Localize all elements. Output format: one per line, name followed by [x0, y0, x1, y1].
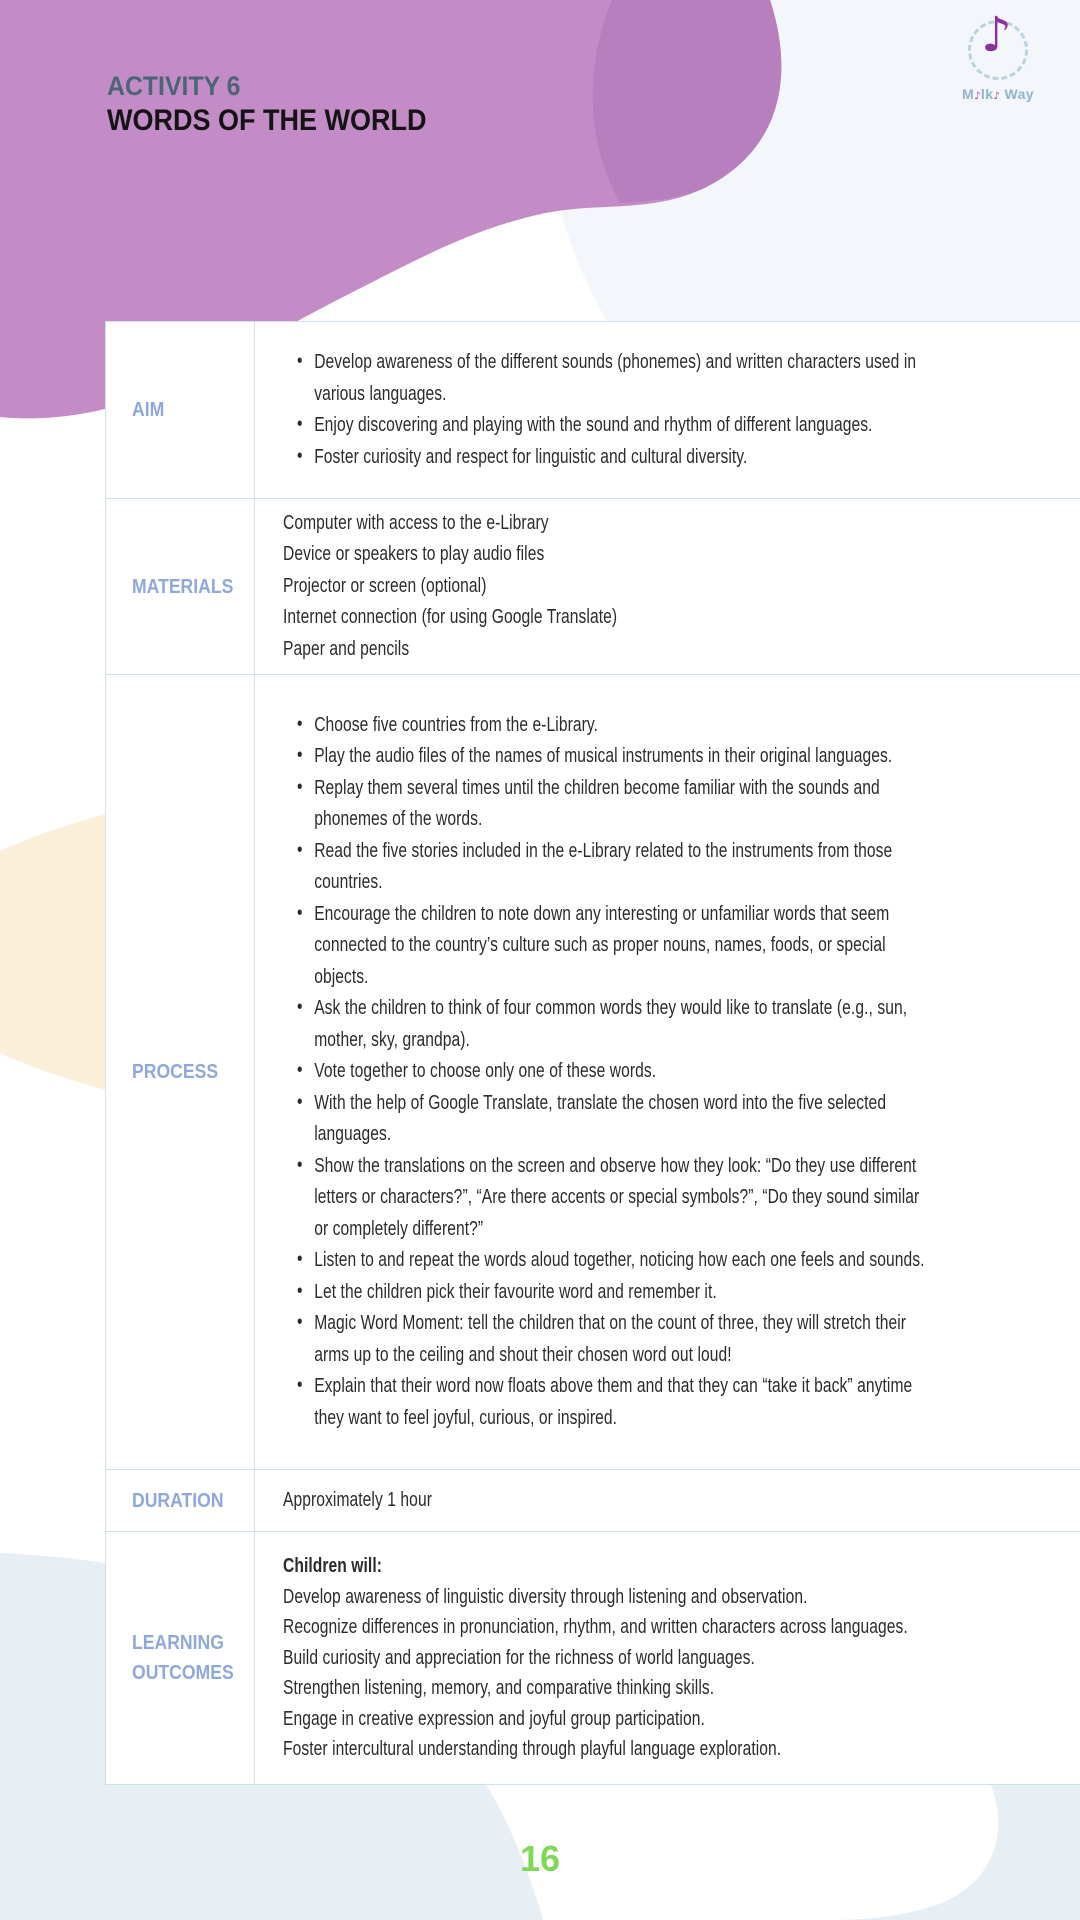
materials-line: Internet connection (for using Google Translate) [282, 606, 617, 629]
process-bullet: • Listen to and repeat the words aloud together, noticing how each one feels and sounds. [314, 1245, 926, 1277]
learning-outcome-line: Develop awareness of linguistic diversity through listening and observation. [282, 1585, 808, 1608]
table-row-materials [106, 499, 1080, 675]
process-bullet: • Ask the children to think of four common words they would like to translate (e.g., sun, mother, sky, grandpa). [314, 993, 926, 1056]
duration-value: Approximately 1 hour [282, 1488, 432, 1511]
learning-outcomes-heading: Children will: [282, 1555, 382, 1578]
logo-letter: M [962, 86, 975, 102]
process-bullet: • Encourage the children to note down any interesting or unfamiliar words that seem connected to the country’s culture such as proper nouns, names, foods, or special objects. [314, 899, 926, 994]
header [107, 70, 462, 139]
process-bullet: • Read the five stories included in the e-Library related to the instruments from those countries. [314, 836, 926, 899]
aim-bullet-list [283, 347, 927, 473]
page-number: 16 [519, 1838, 561, 1879]
process-bullet: • Show the translations on the screen and observe how they look: “Do they use different letters or characters?”, “Are there accents or special symbols?”, “Do they sound similar or completely different?” [314, 1151, 926, 1246]
aim-bullet: • Enjoy discovering and playing with the sound and rhythm of different languages. [314, 410, 926, 442]
page-title: WORDS OF THE WORLD [107, 104, 427, 137]
learning-outcome-line: Engage in creative expression and joyful group participation. [282, 1707, 705, 1730]
materials-line: Device or speakers to play audio files [282, 543, 544, 566]
process-bullet: • Magic Word Moment: tell the children that on the count of three, they will stretch their arms up to the ceiling and shout their chosen word out loud! [314, 1308, 926, 1371]
aim-content [254, 322, 1080, 499]
materials-line-list [283, 508, 927, 666]
process-bullet-list [283, 710, 927, 1435]
logo-letter: Way [1000, 86, 1034, 102]
activity-table [105, 321, 1080, 1785]
table-row-aim [106, 322, 1080, 499]
learning-outcomes-line-list [283, 1582, 927, 1765]
table-row-process [106, 675, 1080, 1470]
learning-outcome-line: Foster intercultural understanding through playful language exploration. [282, 1738, 781, 1761]
learning-outcome-line: Recognize differences in pronunciation, rhythm, and written characters across languages. [282, 1616, 908, 1639]
process-bullet: • With the help of Google Translate, translate the chosen word into the five selected languages. [314, 1088, 926, 1151]
row-label-aim: AIM [106, 322, 255, 499]
music-note-icon: ♪ [981, 7, 1012, 63]
learning-outcomes-content [254, 1532, 1080, 1785]
process-bullet: • Vote together to choose only one of these words. [314, 1056, 926, 1088]
process-bullet: • Choose five countries from the e-Library. [314, 710, 926, 742]
learning-outcome-line: Strengthen listening, memory, and comparative thinking skills. [282, 1677, 714, 1700]
aim-bullet: • Develop awareness of the different sounds (phonemes) and written characters used in various languages. [314, 347, 926, 410]
table-row-duration [106, 1470, 1080, 1532]
logo-wordmark [948, 86, 1048, 102]
materials-line: Projector or screen (optional) [282, 574, 487, 597]
materials-line: Computer with access to the e-Library [282, 511, 549, 534]
logo-letter: lk [980, 86, 994, 102]
aim-bullet: • Foster curiosity and respect for linguistic and cultural diversity. [314, 442, 926, 474]
learning-outcome-line: Build curiosity and appreciation for the richness of world languages. [282, 1646, 755, 1669]
table-row-learning-outcomes [106, 1532, 1080, 1785]
process-bullet: • Play the audio files of the names of musical instruments in their original languages. [314, 741, 926, 773]
activity-number-label: ACTIVITY 6 [107, 71, 241, 101]
row-label-duration: DURATION [106, 1470, 255, 1532]
music-note-icon: ♪ [974, 91, 981, 102]
process-bullet: • Replay them several times until the children become familiar with the sounds and phonemes of the words. [314, 773, 926, 836]
milky-way-logo [948, 7, 1048, 102]
row-label-process: PROCESS [106, 675, 255, 1470]
logo-dashed-circle [968, 7, 1028, 80]
music-note-icon: ♪ [993, 91, 1001, 102]
process-content [254, 675, 1080, 1470]
row-label-learning-outcomes: LEARNING OUTCOMES [106, 1532, 255, 1785]
materials-line: Paper and pencils [282, 637, 409, 660]
process-bullet: • Explain that their word now floats above them and that they can “take it back” anytime they want to feel joyful, curious, or inspired. [314, 1371, 926, 1434]
row-label-materials: MATERIALS [106, 499, 255, 675]
materials-content [254, 499, 1080, 675]
process-bullet: • Let the children pick their favourite word and remember it. [314, 1277, 926, 1309]
duration-content [254, 1470, 1080, 1532]
